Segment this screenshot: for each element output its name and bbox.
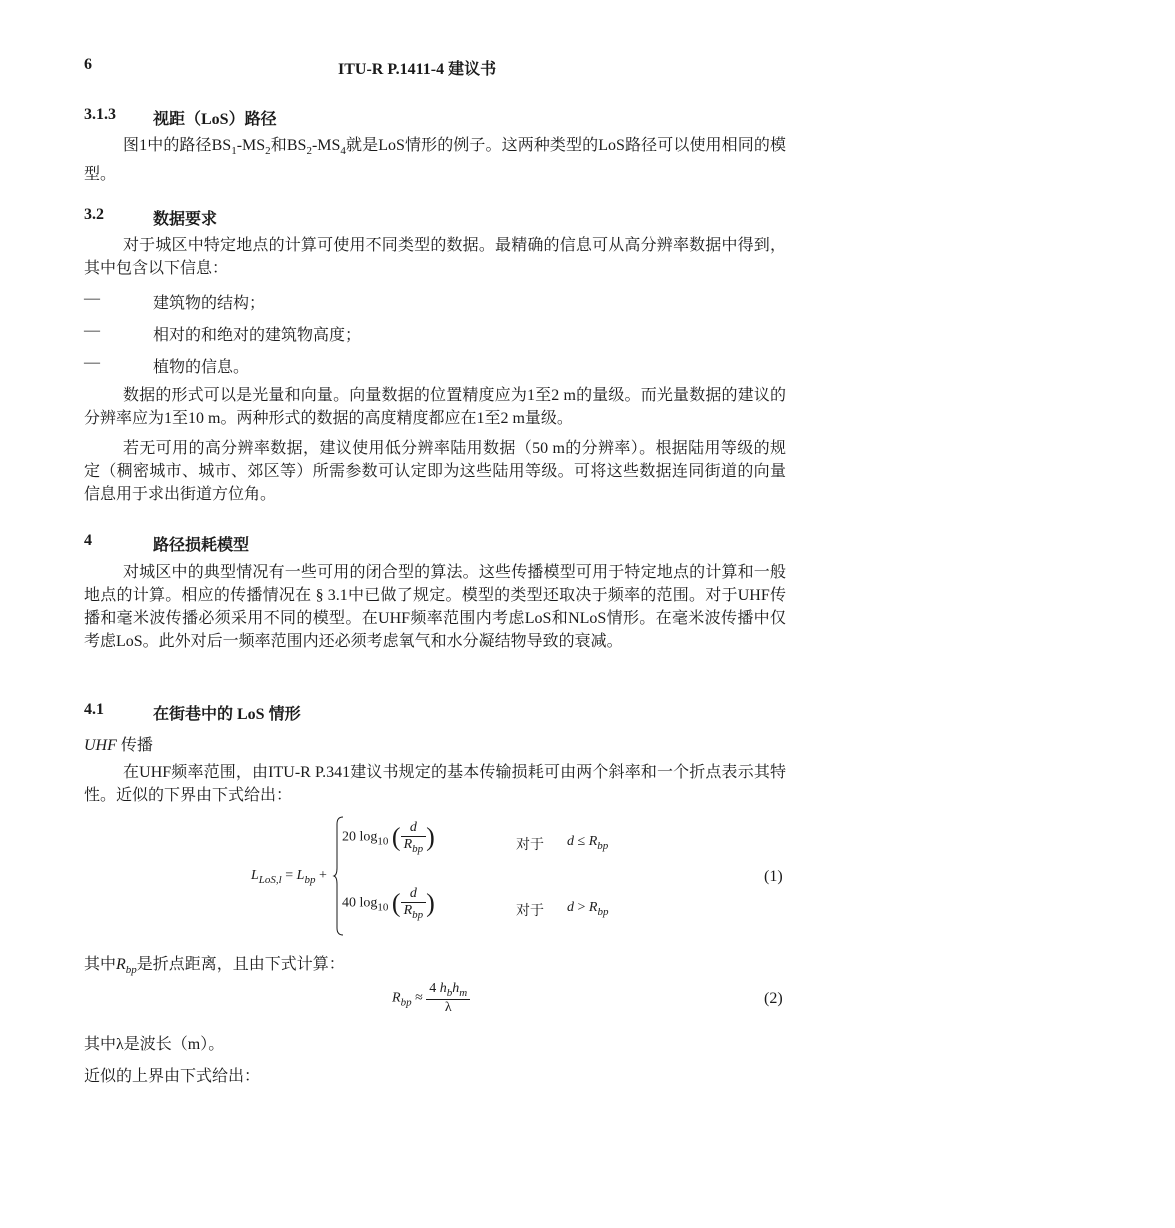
section-3-2-number: 3.2 xyxy=(84,206,104,223)
equation-1-row-2: 40 $\log_{10}$ ( $\frac{d}{R_{bp}}$ ) xyxy=(342,886,435,921)
section-4-number: 4 xyxy=(84,532,92,549)
section-3-2-title: 数据要求 xyxy=(153,211,218,228)
equation-2-number: (2) xyxy=(764,990,783,1007)
list-dash: — xyxy=(84,354,100,371)
upper-bound-text: 近似的上界由下式给出： xyxy=(84,1068,261,1085)
where-rbp-text: 其中$R_{bp}$是折点距离，且由下式计算： xyxy=(84,956,345,977)
list-dash: — xyxy=(84,322,100,339)
running-title: ITU-R P.1411-4 建议书 xyxy=(338,61,497,78)
equation-1-condition-2: $d > R_{bp}$ xyxy=(567,900,609,918)
uhf-subheading: UHF 传播 xyxy=(84,737,153,754)
section-3-2-paragraph-3: 若无可用的高分辨率数据，建议使用低分辨率陆用数据（50 m的分辨率）。根据陆用等级的规定（稠密城市、城市、郊区等）所需参数可认定即为这些陆用等级。可将这些数据连同街道的向量信息用于求出街道方位角。 xyxy=(84,440,786,503)
section-4-1-number: 4.1 xyxy=(84,701,104,718)
section-4-1-paragraph: 在UHF频率范围，由ITU-R P.341建议书规定的基本传输损耗可由两个斜率和一个折点表示其特性。近似的下界由下式给出： xyxy=(84,764,786,804)
page-number: 6 xyxy=(84,56,92,73)
list-dash: — xyxy=(84,290,100,307)
section-3-2-intro: 对于城区中特定地点的计算可使用不同类型的数据。最精确的信息可从高分辨率数据中得到，其中包含以下信息： xyxy=(84,237,786,277)
equation-1-number: (1) xyxy=(764,868,783,885)
section-4-paragraph: 对城区中的典型情况有一些可用的闭合型的算法。这些传播模型可用于特定地点的计算和一般地点的计算。相应的传播情况在 § 3.1中已做了规定。模型的类型还取决于频率的范围。对于UHF传播和毫米波传播必须采用不同的模型。在UHF频率范围内考虑LoS和NLoS情形。在毫米波传播中仅考虑LoS。此外对后一频率范围内还必须考虑氧气和水分凝结物导致的衰减。 xyxy=(84,564,786,650)
equation-1-condition-1: $d \le R_{bp}$ xyxy=(567,834,609,852)
equation-1-for-2: 对于 xyxy=(516,904,544,919)
equation-1-lhs: $L_{LoS,l} = L_{bp}$ + xyxy=(251,868,327,886)
list-item: 建筑物的结构； xyxy=(153,295,266,312)
equation-1-row-1: 20 $\log_{10}$ ( $\frac{d}{R_{bp}}$ ) xyxy=(342,820,435,855)
section-3-1-3-title: 视距（LoS）路径 xyxy=(153,111,277,128)
list-item: 相对的和绝对的建筑物高度； xyxy=(153,327,362,344)
section-3-1-3-paragraph: 图1中的路径$BS_1-MS_2$和$BS_2-MS_4$就是LoS情形的例子。这两种类型的LoS路径可以使用相同的模型。 xyxy=(84,137,786,184)
equation-2: $R_{bp}$ ≈ $\frac{4 h_bh_m}{\lambda}$ xyxy=(392,981,470,1016)
where-lambda-text: 其中λ是波长（m）。 xyxy=(84,1036,225,1053)
section-3-1-3-number: 3.1.3 xyxy=(84,106,116,123)
list-item: 植物的信息。 xyxy=(153,359,250,376)
section-3-2-paragraph-2: 数据的形式可以是光量和向量。向量数据的位置精度应为1至2 m的量级。而光量数据的建议的分辨率应为1至10 m。两种形式的数据的高度精度都应在1至2 m量级。 xyxy=(84,387,786,427)
section-4-1-title: 在街巷中的 LoS 情形 xyxy=(153,706,301,723)
section-4-title: 路径损耗模型 xyxy=(153,537,250,554)
equation-1-for-1: 对于 xyxy=(516,838,544,853)
